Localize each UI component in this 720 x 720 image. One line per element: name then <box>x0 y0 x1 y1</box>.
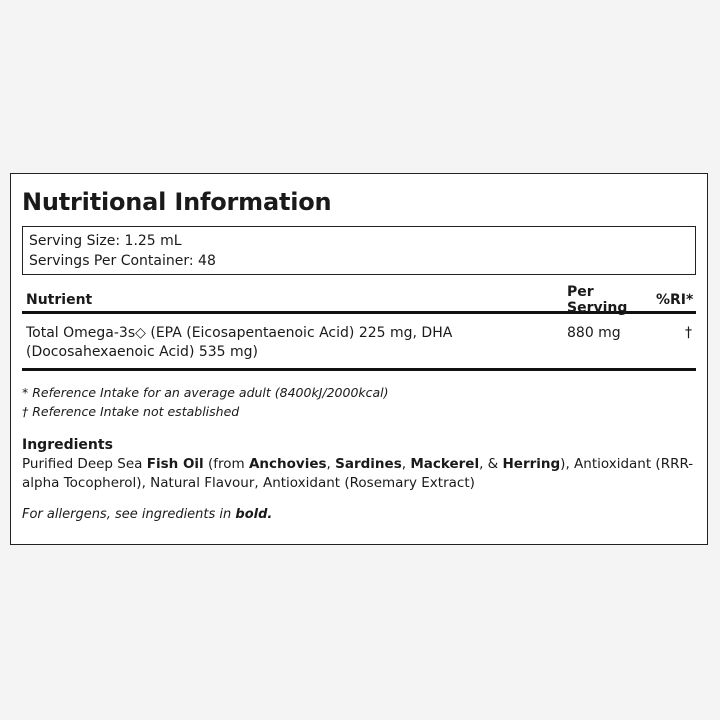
ingredient-text-part: ), Antioxidant (RRR-alpha Tocopherol), Natural Flavour, Antioxidant (Rosemary Extract) <box>22 456 694 491</box>
ingredient-allergen: Mackerel <box>410 456 480 472</box>
ingredient-allergen: Fish Oil <box>146 456 204 472</box>
serving-info-box <box>22 226 696 275</box>
ingredient-text-part: , <box>401 456 411 472</box>
allergen-note-bold: bold. <box>235 507 273 522</box>
row-nutrient: Total Omega-3s◇ (EPA (Eicosapentaenoic Acid) 225 mg, DHA (Docosahexaenoic Acid) 535 mg) <box>26 325 453 360</box>
servings-per-container: Servings Per Container: 48 <box>29 253 216 269</box>
allergen-note-text: For allergens, see ingredients in <box>22 507 236 522</box>
ingredient-allergen: Anchovies <box>248 456 327 472</box>
header-ri: %RI* <box>656 292 694 308</box>
ingredients-text <box>22 455 696 493</box>
nutrition-panel <box>10 173 708 545</box>
serving-size: Serving Size: 1.25 mL <box>29 233 182 249</box>
page-title: Nutritional Information <box>22 188 332 216</box>
ingredient-text-part: , <box>326 456 336 472</box>
ingredient-allergen: Herring <box>502 456 561 472</box>
header-nutrient: Nutrient <box>26 292 93 308</box>
row-per-serving: 880 mg <box>567 325 621 341</box>
ingredient-allergen: Sardines <box>335 456 402 472</box>
ingredients-heading: Ingredients <box>22 437 113 453</box>
footnote-ri: * Reference Intake for an average adult (8400kJ/2000kcal) <box>22 385 389 400</box>
header-per-serving: Per Serving <box>567 284 628 316</box>
allergen-note <box>22 505 696 524</box>
ingredient-text-part: (from <box>203 456 249 472</box>
table-header <box>22 284 696 316</box>
row-ri: † <box>685 325 692 341</box>
table-row <box>22 314 696 371</box>
footnotes <box>22 383 696 421</box>
footnote-dagger: † Reference Intake not established <box>22 404 240 419</box>
ingredient-text-part: Purified Deep Sea <box>22 456 147 472</box>
ingredient-text-part: , & <box>479 456 503 472</box>
